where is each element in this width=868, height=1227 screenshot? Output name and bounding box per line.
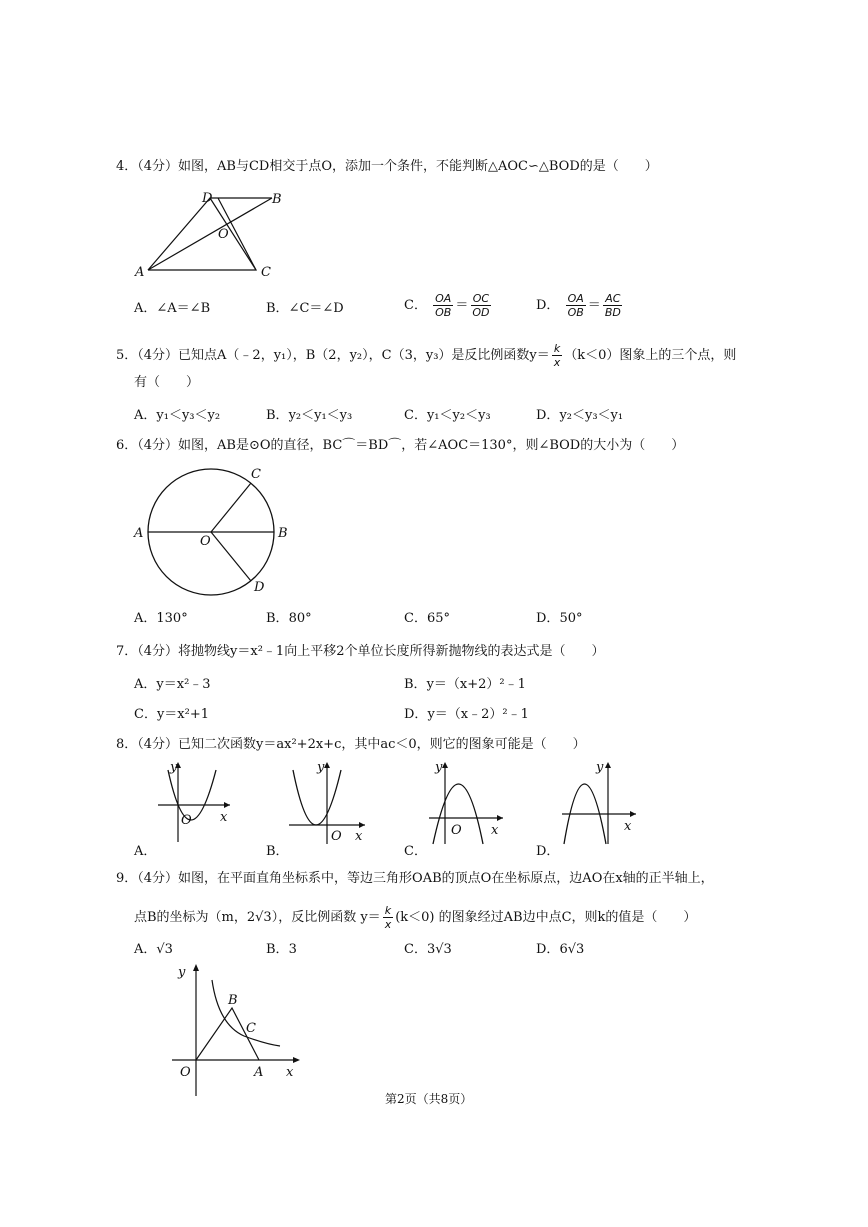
q4-option-d[interactable]: D． $\frac{OA}{OB}$ ＝ $\frac{AC}{BD}$ [536, 292, 621, 319]
origin-label: O [451, 823, 462, 838]
q9-label-y: y [178, 965, 186, 980]
option-letter: D． [536, 298, 560, 313]
fraction: $\frac{OA}{OB}$ [435, 292, 452, 319]
fraction: $\frac{OC}{OD}$ [472, 292, 490, 319]
q7-option-a[interactable]: A．y＝x²﹣3 [134, 677, 211, 692]
axis-x-label: x [624, 819, 632, 834]
q9-label-c: C [246, 1021, 256, 1036]
q6-option-c[interactable]: C．65° [404, 611, 450, 626]
q8-graph-c [425, 758, 515, 848]
fraction: $\frac{k}{x}$ [384, 904, 392, 931]
axis-x-label: x [355, 829, 363, 844]
option-text: ∠A＝∠B [156, 301, 211, 316]
q7-option-d[interactable]: D．y＝（x﹣2）²﹣1 [404, 707, 529, 722]
q6-label-a: A [134, 526, 144, 541]
q5-option-c[interactable]: C．y₁＜y₂＜y₃ [404, 408, 491, 423]
q8-stem: 8．（4分）已知二次函数y＝ax²+2x+c，其中ac＜0，则它的图象可能是（ ） [116, 737, 586, 752]
page-footer: 第2页（共8页） [385, 1092, 473, 1106]
q4-stem: 4．（4分）如图，AB与CD相交于点O，添加一个条件，不能判断△AOC∽△BOD的是（ ） [116, 159, 658, 174]
q4-label-b: B [272, 192, 282, 207]
fraction: $\frac{OA}{OB}$ [567, 292, 584, 319]
q6-label-o: O [200, 534, 211, 549]
q9-label-x: x [286, 1065, 294, 1080]
q8-option-c[interactable]: C． [404, 844, 427, 859]
q8-option-a[interactable]: A． [134, 844, 157, 859]
q6-label-b: B [278, 526, 288, 541]
q9-label-o: O [180, 1065, 191, 1080]
q8-graph-d [558, 758, 648, 848]
q8-graph-b [285, 758, 375, 848]
q4-label-d: D [202, 191, 213, 206]
q9-option-b[interactable]: B．3 [266, 942, 297, 957]
q7-option-b[interactable]: B．y＝（x+2）²﹣1 [404, 677, 526, 692]
axis-x-label: x [491, 823, 499, 838]
option-letter: C． [404, 298, 427, 313]
q6-label-c: C [251, 467, 261, 482]
q4-option-b[interactable] [266, 300, 344, 318]
origin-label: O [181, 813, 192, 828]
q9-option-d[interactable]: D．6√3 [536, 942, 585, 957]
q8-graph-a [150, 758, 240, 848]
q7-option-c[interactable]: C．y＝x²+1 [134, 707, 210, 722]
fraction: $\frac{k}{x}$ [553, 342, 561, 369]
q4-label-a: A [135, 265, 145, 280]
q8-option-b[interactable]: B． [266, 844, 289, 859]
q9-option-c[interactable]: C．3√3 [404, 942, 452, 957]
option-letter: B． [266, 301, 289, 316]
q9-label-b: B [228, 993, 238, 1008]
option-letter: A． [134, 301, 157, 316]
axis-y-label: y [170, 760, 178, 775]
q9-option-a[interactable]: A．√3 [134, 942, 173, 957]
q5-option-b[interactable]: B．y₂＜y₁＜y₃ [266, 408, 353, 423]
q6-label-d: D [254, 580, 265, 595]
axis-y-label: y [596, 760, 604, 775]
q5-stem: 5．（4分）已知点A（﹣2，y₁），B（2，y₂），C（3，y₃）是反比例函数y＝ $\frac{k}{x}$ （k＜0）图象上的三个点，则 [116, 342, 737, 369]
q4-label-o: O [218, 227, 229, 242]
origin-label: O [331, 829, 342, 844]
axis-x-label: x [220, 810, 228, 825]
q7-stem: 7．（4分）将抛物线y＝x²﹣1向上平移2个单位长度所得新抛物线的表达式是（ ） [116, 644, 605, 659]
option-text: ∠C＝∠D [288, 301, 344, 316]
axis-y-label: y [435, 760, 443, 775]
fraction: $\frac{AC}{BD}$ [604, 292, 621, 319]
q4-figure [130, 186, 290, 282]
axis-y-label: y [317, 760, 325, 775]
q6-option-b[interactable]: B．80° [266, 611, 312, 626]
q6-option-d[interactable]: D．50° [536, 611, 583, 626]
q5-option-a[interactable]: A．y₁＜y₃＜y₂ [134, 408, 221, 423]
q9-figure [168, 960, 308, 1100]
q9-stem: 9．（4分）如图，在平面直角坐标系中，等边三角形OAB的顶点O在坐标原点，边AO在x轴的正半轴上， [116, 871, 714, 886]
q6-stem: 6．（4分）如图，AB是⊙O的直径，BC⌒＝BD⌒，若∠AOC＝130°，则∠BOD的大小为（ ） [116, 438, 685, 453]
q9-stem-cont: 点B的坐标为（m，2√3），反比例函数 y＝ $\frac{k}{x}$ (k＜0) 的图象经过AB边中点C，则k的值是（ ） [134, 904, 697, 931]
q4-label-c: C [261, 265, 271, 280]
q6-figure [130, 460, 300, 600]
q6-option-a[interactable]: A．130° [134, 611, 188, 626]
q5-stem-cont: 有（ ） [134, 375, 200, 390]
q5-option-d[interactable]: D．y₂＜y₃＜y₁ [536, 408, 624, 423]
q4-option-c[interactable]: C． $\frac{OA}{OB}$ ＝ $\frac{OC}{OD}$ [404, 292, 490, 319]
q8-option-d[interactable]: D． [536, 844, 560, 859]
q9-label-a: A [254, 1065, 264, 1080]
q4-option-a[interactable] [134, 300, 210, 318]
